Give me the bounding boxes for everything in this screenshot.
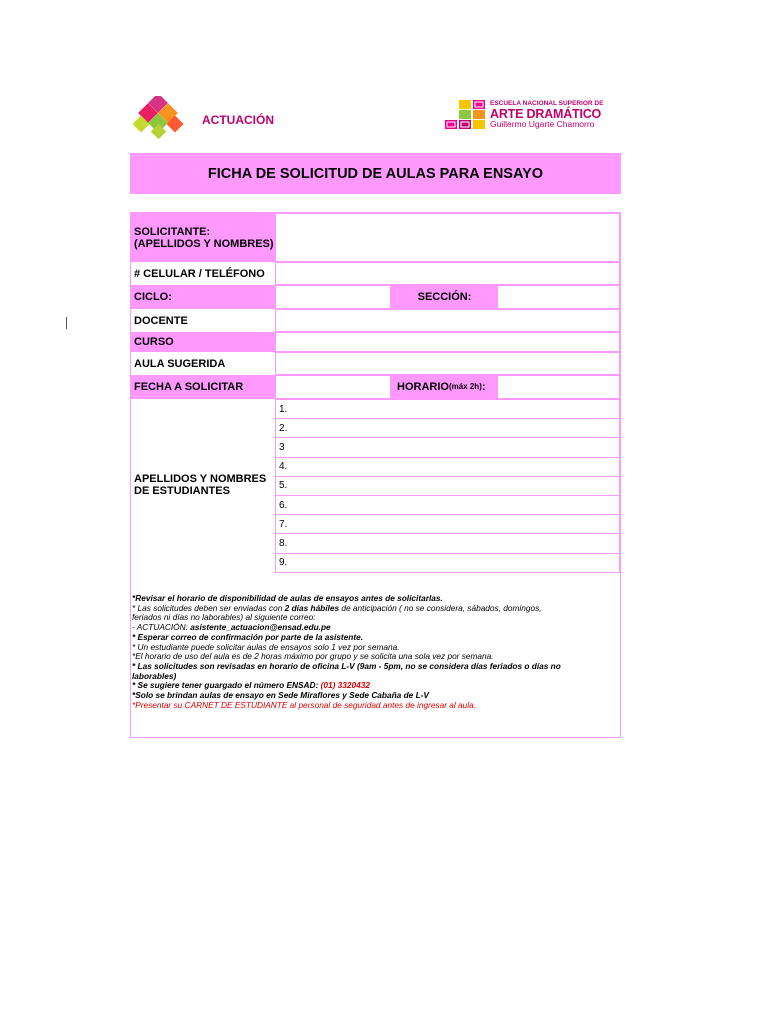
student-row[interactable]: 5. xyxy=(275,476,620,496)
curso-label: CURSO xyxy=(131,332,276,352)
note-text: de anticipación ( no se considera, sábados, domingos, xyxy=(339,602,542,613)
student-row[interactable]: 7. xyxy=(275,514,620,534)
instructions xyxy=(132,594,618,710)
note-line: * Un estudiante puede solicitar aulas de ensayos solo 1 vez por semana. xyxy=(132,641,400,652)
seccion-label: SECCIÓN: xyxy=(391,285,498,309)
note-text: * Las solicitudes deben ser enviadas con xyxy=(132,602,285,613)
student-row[interactable]: 1. xyxy=(275,399,620,419)
curso-field[interactable] xyxy=(275,332,620,352)
student-row[interactable]: 6. xyxy=(275,495,620,515)
school-line-2: ARTE DRAMÁTICO xyxy=(490,107,602,121)
aula-field[interactable] xyxy=(275,352,620,375)
solicitante-label xyxy=(131,213,276,262)
note-line: *Revisar el horario de disponibilidad de aulas de ensayos antes de solicitarlas. xyxy=(132,593,443,603)
ciclo-label: CICLO: xyxy=(131,285,276,309)
aula-label: AULA SUGERIDA xyxy=(134,357,226,370)
fecha-field[interactable] xyxy=(275,375,391,399)
celular-label: # CELULAR / TELÉFONO xyxy=(134,267,265,280)
horario-field[interactable] xyxy=(497,375,620,399)
solicitante-label-line1: SOLICITANTE: xyxy=(134,225,211,238)
estudiantes-label xyxy=(131,399,276,571)
note-line: laborables) xyxy=(132,670,177,681)
seccion-field[interactable] xyxy=(497,285,620,309)
email-link[interactable]: asistente_actuacion@ensad.edu.pe xyxy=(190,622,331,633)
note-line: feriados ni días no laborables) al siguiente correo: xyxy=(132,612,316,623)
solicitante-field[interactable] xyxy=(275,213,620,262)
note-text: - ACTUACIÓN: xyxy=(132,622,191,633)
page-title: FICHA DE SOLICITUD DE AULAS PARA ENSAYO xyxy=(130,153,621,194)
ensad-logo xyxy=(445,98,610,132)
fecha-label: FECHA A SOLICITAR xyxy=(131,375,276,399)
note-line: * Esperar correo de confirmación por parte de la asistente. xyxy=(132,631,364,642)
solicitante-label-line2: (APELLIDOS Y NOMBRES) xyxy=(134,237,274,250)
horario-label-text: HORARIO xyxy=(397,381,449,393)
horario-colon: : xyxy=(481,381,486,393)
note-line: *Solo se brindan aulas de ensayo en Sede Miraflores y Sede Cabaña de L-V xyxy=(132,690,429,701)
estudiantes-label-line2: DE ESTUDIANTES xyxy=(134,485,230,497)
student-row[interactable]: 8. xyxy=(275,533,620,553)
note-emphasis: 2 días hábiles xyxy=(284,602,340,613)
docente-field[interactable] xyxy=(275,309,620,332)
school-line-3: Guillermo Ugarte Chamorro xyxy=(490,119,595,129)
note-line: *Presentar su CARNET DE ESTUDIANTE al personal de seguridad antes de ingresar al aula. xyxy=(132,699,477,710)
note-line: * Las solicitudes son revisadas en horario de oficina L-V (9am - 5pm, no se considera días feriados o días no xyxy=(132,660,561,671)
estudiantes-label-line1: APELLIDOS Y NOMBRES xyxy=(134,473,267,485)
celular-field[interactable] xyxy=(275,262,620,285)
horario-label xyxy=(391,375,498,399)
horario-note: (máx 2h) xyxy=(448,382,482,391)
actuacion-logo-icon xyxy=(133,96,189,140)
phone-number: (01) 3320432 xyxy=(320,680,370,691)
student-row[interactable]: 4. xyxy=(275,457,620,477)
student-row[interactable]: 3 xyxy=(275,437,620,457)
text-cursor xyxy=(66,317,67,329)
docente-label: DOCENTE xyxy=(134,314,188,327)
actuacion-label: ACTUACIÓN xyxy=(202,113,274,127)
school-line-1: ESCUELA NACIONAL SUPERIOR DE xyxy=(490,100,604,107)
note-text: * Se sugiere tener guargado el número ENSAD: xyxy=(132,680,321,691)
student-row[interactable]: 2. xyxy=(275,418,620,438)
note-line: *El horario de uso del aula es de 2 horas máximo por grupo y se solicita una sola vez por semana. xyxy=(132,651,494,662)
student-row[interactable]: 9. xyxy=(275,553,620,573)
ciclo-field[interactable] xyxy=(275,285,391,309)
ensad-emblem-icon xyxy=(445,100,487,130)
